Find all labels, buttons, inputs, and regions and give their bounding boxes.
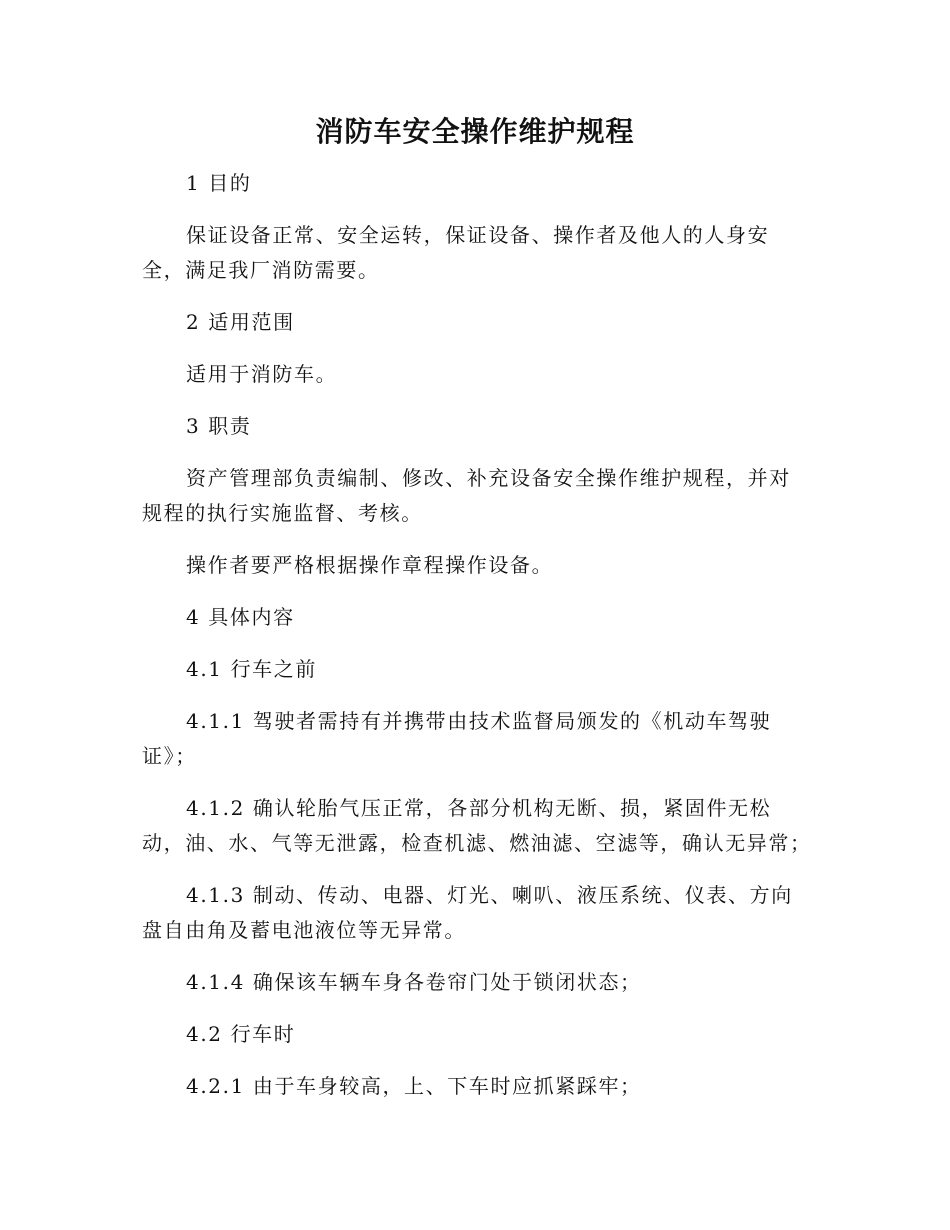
subsection-heading-while-driving: 4.2 行车时 — [186, 1022, 296, 1046]
paragraph-responsibilities-1: 资产管理部负责编制、修改、补充设备安全操作维护规程，并对规程的执行实施监督、考核。 — [142, 466, 791, 525]
paragraph-4-1-1: 4.1.1 驾驶者需持有并携带由技术监督局颁发的《机动车驾驶证》； — [142, 709, 772, 768]
section-heading-purpose: 1 目的 — [186, 171, 252, 195]
section-heading-scope: 2 适用范围 — [186, 310, 295, 334]
document-title: 消防车安全操作维护规程 — [315, 115, 635, 148]
paragraph-4-1-2: 4.1.2 确认轮胎气压正常，各部分机构无断、损，紧固件无松动，油、水、气等无泄露，检查机滤、燃油滤、空滤等，确认无异常； — [142, 796, 812, 855]
section-heading-content: 4 具体内容 — [186, 605, 295, 629]
paragraph-4-1-4: 4.1.4 确保该车辆车身各卷帘门处于锁闭状态； — [186, 970, 642, 994]
paragraph-4-2-1: 4.2.1 由于车身较高，上、下车时应抓紧踩牢； — [186, 1074, 642, 1098]
subsection-heading-before-driving: 4.1 行车之前 — [186, 657, 317, 681]
paragraph-purpose: 保证设备正常、安全运转，保证设备、操作者及他人的人身安全，满足我厂消防需要。 — [142, 223, 770, 282]
document-body — [142, 166, 812, 1121]
section-heading-responsibilities: 3 职责 — [186, 414, 252, 438]
paragraph-4-1-3: 4.1.3 制动、传动、电器、灯光、喇叭、液压系统、仪表、方向盘自由角及蓄电池液位等无异常。 — [142, 883, 793, 942]
paragraph-responsibilities-2: 操作者要严格根据操作章程操作设备。 — [186, 553, 554, 577]
paragraph-scope: 适用于消防车。 — [186, 362, 338, 386]
